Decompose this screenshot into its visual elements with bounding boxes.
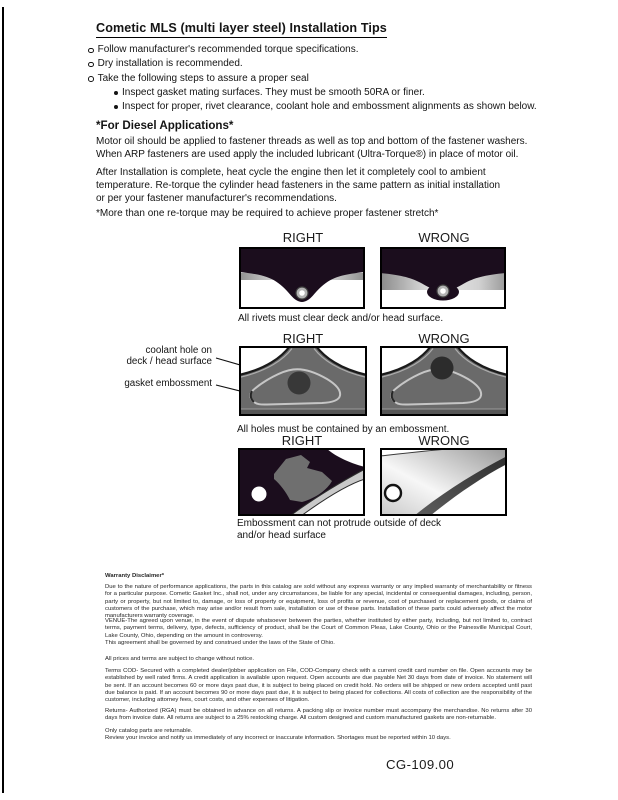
tip-text: Follow manufacturer's recommended torque specifications. xyxy=(97,44,359,55)
rivet-center xyxy=(440,288,446,294)
retorque-note: *More than one re-torque may be required to achieve proper fastener stretch* xyxy=(96,208,439,219)
coolant-hole-circle xyxy=(288,372,311,395)
filled-bullet-icon xyxy=(114,105,118,109)
warranty-heading: Warranty Disclaimer* xyxy=(105,573,165,579)
diesel-paragraph-1 xyxy=(96,135,527,161)
open-bullet-icon xyxy=(88,48,94,54)
paragraph-line: When ARP fasteners are used apply the included lubricant (Ultra-Torque®) in place of motor oil. xyxy=(96,149,519,160)
legal-line: VENUE-The agreed upon venue, in the event of dispute whatsoever between the parties, whether instituted by either party, including, but not limited to, contract terms, payment terms, delivery, type, defects, sufficiency of product, shall be the Court of Common Pleas, Lake County, Ohio or the Painesville Municipal Court, Lake County, Ohio, depending on the amount in controversy. xyxy=(105,618,532,639)
diesel-paragraph-2 xyxy=(96,166,500,205)
label-line: coolant hole on xyxy=(145,345,212,356)
holes-wrong-diagram xyxy=(380,346,508,416)
tip-text: Dry installation is recommended. xyxy=(97,58,243,70)
page-code: CG-109.00 xyxy=(386,757,455,772)
tips-list xyxy=(88,43,537,114)
legal-line: This agreement shall be governed by and construed under the laws of the State of Ohio. xyxy=(105,639,335,646)
venue-paragraph xyxy=(105,618,532,647)
diesel-heading: *For Diesel Applications* xyxy=(96,119,234,132)
tip-item xyxy=(88,72,537,86)
rivet-wrong-diagram xyxy=(380,247,506,309)
open-bullet-icon xyxy=(88,62,94,68)
holes-caption: All holes must be contained by an embossment. xyxy=(237,424,450,435)
wrong-label: WRONG xyxy=(418,433,470,448)
rivet-center xyxy=(299,290,305,296)
open-bullet-icon xyxy=(88,76,94,82)
tip-text: Inspect gasket mating surfaces. They must be smooth 50RA or finer. xyxy=(122,86,425,98)
page-title: Cometic MLS (multi layer steel) Installation Tips xyxy=(96,21,387,38)
embossment-caption xyxy=(237,518,441,542)
rivet-caption: All rivets must clear deck and/or head surface. xyxy=(238,313,444,324)
tip-text: Take the following steps to assure a proper seal xyxy=(97,72,309,84)
legal-line: Only catalog parts are returnable. xyxy=(105,728,193,734)
tip-sub-item xyxy=(114,100,537,114)
holes-right-diagram xyxy=(239,346,367,416)
legal-line: Review your invoice and notify us immediately of any incorrect or inaccurate information. Shortages must be reported within 10 days. xyxy=(105,735,451,742)
returnable-lines xyxy=(105,728,532,743)
paragraph-line: or per your fastener manufacturer's recommendations. xyxy=(96,193,337,204)
right-label: RIGHT xyxy=(282,230,324,245)
bolt-hole-circle xyxy=(252,487,267,502)
wrong-label: WRONG xyxy=(418,331,470,346)
paragraph-line: temperature. Re-torque the cylinder head fasteners in the same pattern as initial installation xyxy=(96,180,501,191)
prices-line: All prices and terms are subject to change without notice. xyxy=(105,656,254,662)
tip-text: Inspect for proper, rivet clearance, coolant hole and embossment alignments as shown below. xyxy=(122,101,537,113)
rivet-right-diagram xyxy=(239,247,365,309)
paragraph-line: Motor oil should be applied to fastener threads as well as top and bottom of the fastener washers. xyxy=(96,136,528,147)
coolant-hole-circle xyxy=(431,357,454,380)
warranty-paragraph: Due to the nature of performance applications, the parts in this catalog are sold without any express warranty or any implied warranty of merchantability or fitness for a particular purpose. Cometic Gasket Inc., shall not, under any circumstances, be liable for any special, incidental or consequential damages, including, person, party or property, but not limited to, damage, or loss of property or equipment, loss of profits or revenue, cost of purchased or replacement goods, or claims of customers of the purchase, which may arise and/or result from sale, installation or use of these parts. Installation of these parts could adversely affect the motor manufacturers warranty coverage. xyxy=(105,584,532,620)
filled-bullet-icon xyxy=(114,91,118,95)
coolant-hole-label xyxy=(92,345,212,367)
tip-item xyxy=(88,57,537,71)
right-label: RIGHT xyxy=(282,331,324,346)
embossment-wrong-diagram xyxy=(380,448,507,516)
page-edge-line xyxy=(2,7,4,793)
paragraph-line: After Installation is complete, heat cycle the engine then let it completely cool to ambient xyxy=(96,167,486,178)
caption-line: Embossment can not protrude outside of deck xyxy=(237,518,442,529)
wrong-label: WRONG xyxy=(418,230,470,245)
caption-line: and/or head surface xyxy=(237,530,326,541)
embossment-label: gasket embossment xyxy=(124,378,212,389)
terms-paragraph: Terms COD- Secured with a completed dealer/jobber application on File, COD-Company check with a current credit card number on file. Open accounts may be established by well rated firms. A credit application is available upon request. Open accounts are due payable Net 30 days from date of invoice. No statement will be sent. If an account becomes 60 or more days past due, it is subject to being placed on credit hold. No orders will be shipped or new orders accepted until past due balance is paid. If an account becomes 90 or more days past due, it is subject to being placed for collections. All costs of collection are the responsibility of the customer, including attorney fees, court costs, and other expenses of litigation. xyxy=(105,668,532,704)
tip-sub-item xyxy=(114,86,537,100)
returns-paragraph: Returns- Authorized (RGA) must be obtained in advance on all returns. A packing slip or invoice number must accompany the merchandise. No returns after 30 days from invoice date. All returns are subject to a 25% restocking charge. All custom designed and custom manufactured gaskets are non-returnable. xyxy=(105,708,532,722)
right-label: RIGHT xyxy=(281,433,323,448)
tip-item xyxy=(88,43,537,57)
bolt-hole-circle xyxy=(385,485,401,501)
label-line: deck / head surface xyxy=(126,356,212,367)
embossment-right-diagram xyxy=(238,448,365,516)
